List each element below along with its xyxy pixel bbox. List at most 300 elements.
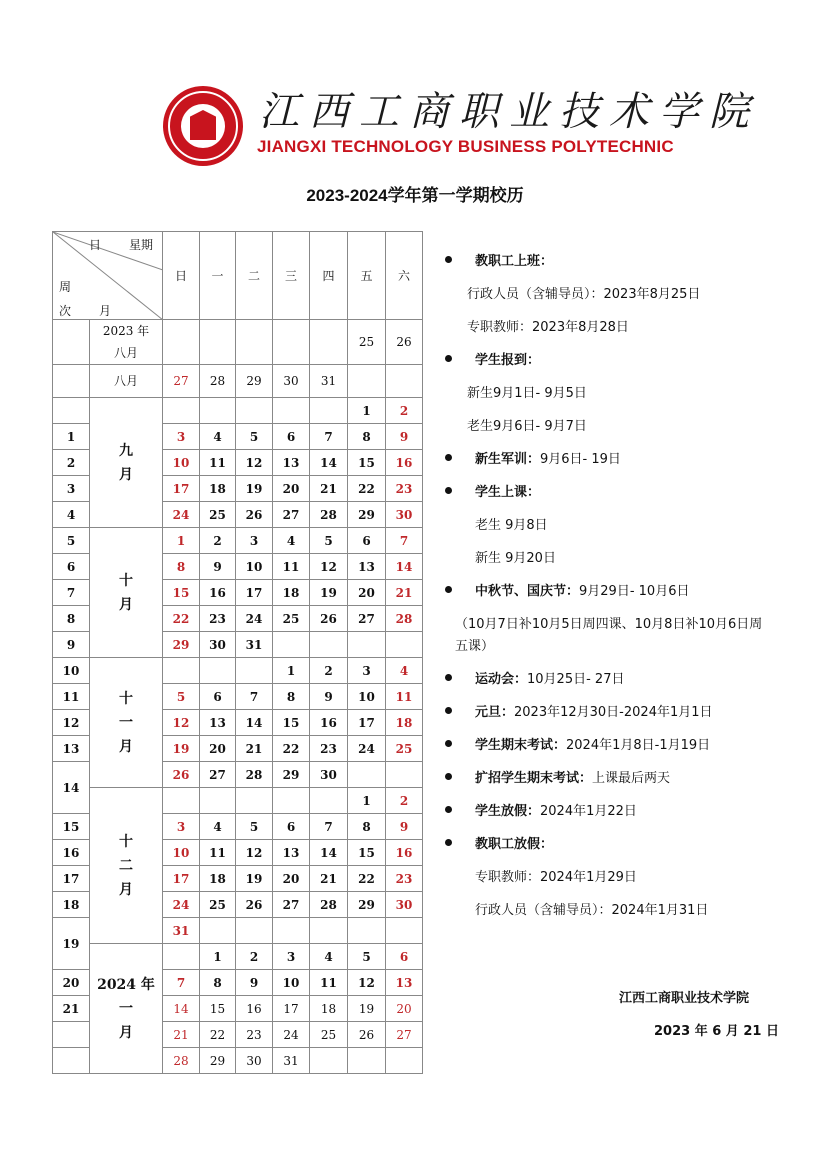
date-cell: 7 — [236, 684, 273, 710]
date-cell: 5 — [236, 424, 273, 450]
day-header-0: 日 — [163, 232, 200, 320]
signature-date: 2023 年 6 月 21 日 — [654, 1024, 779, 1039]
date-cell: 14 — [386, 554, 423, 580]
date-cell: 7 — [163, 970, 200, 996]
date-cell: 10 — [348, 684, 386, 710]
note-line — [445, 349, 540, 368]
corner-label-ri: 日 — [89, 238, 102, 252]
date-cell: 16 — [310, 710, 348, 736]
date-cell: 10 — [163, 840, 200, 866]
date-cell: 31 — [273, 1048, 310, 1074]
week-number: 21 — [53, 996, 90, 1022]
date-cell: 1 — [273, 658, 310, 684]
table-row — [53, 398, 423, 424]
note-text: 教职工放假： — [475, 837, 554, 852]
date-cell: 11 — [386, 684, 423, 710]
date-cell: 22 — [163, 606, 200, 632]
note-label: 元旦： — [475, 705, 515, 720]
date-cell: 18 — [310, 996, 348, 1022]
corner-label-xingqi: 星期 — [129, 238, 154, 252]
date-cell: 28 — [386, 606, 423, 632]
date-cell — [386, 1048, 423, 1074]
week-number: 4 — [53, 502, 90, 528]
date-cell: 8 — [348, 424, 386, 450]
week-number: 18 — [53, 892, 90, 918]
note-text — [475, 452, 621, 467]
month-label-oct: 十 月 — [90, 528, 163, 658]
date-cell: 27 — [273, 892, 310, 918]
date-cell: 15 — [273, 710, 310, 736]
date-cell — [273, 398, 310, 424]
date-cell: 27 — [348, 606, 386, 632]
date-cell: 26 — [348, 1022, 386, 1048]
date-cell: 23 — [386, 476, 423, 502]
month-label-sep: 九 月 — [90, 398, 163, 528]
date-cell: 18 — [273, 580, 310, 606]
note-label: 运动会： — [475, 672, 528, 687]
note-line: （10月7日补10月5日周四课、10月8日补10月6日周 — [455, 617, 763, 632]
corner-label-ci: 次 — [59, 304, 72, 318]
note-line: 老生9月6日- 9月7日 — [467, 419, 587, 434]
date-cell: 26 — [236, 502, 273, 528]
date-cell: 1 — [200, 944, 236, 970]
date-cell: 11 — [273, 554, 310, 580]
date-cell: 28 — [310, 892, 348, 918]
date-cell: 5 — [236, 814, 273, 840]
date-cell: 10 — [163, 450, 200, 476]
date-cell: 22 — [200, 1022, 236, 1048]
bullet-icon — [445, 839, 452, 846]
date-cell: 25 — [310, 1022, 348, 1048]
date-cell: 19 — [236, 866, 273, 892]
day-header-5: 五 — [348, 232, 386, 320]
note-label: 学生放假： — [475, 804, 541, 819]
date-cell — [236, 320, 273, 365]
month-label: 八月 — [90, 365, 163, 398]
month-label-dec: 十 二 月 — [90, 788, 163, 944]
date-cell: 19 — [163, 736, 200, 762]
corner-cell — [53, 232, 163, 320]
day-header-2: 二 — [236, 232, 273, 320]
date-cell: 5 — [348, 944, 386, 970]
date-cell: 31 — [310, 365, 348, 398]
date-cell: 25 — [273, 606, 310, 632]
date-cell: 6 — [348, 528, 386, 554]
date-cell — [386, 762, 423, 788]
date-cell: 21 — [163, 1022, 200, 1048]
note-line — [445, 448, 621, 467]
date-cell: 30 — [310, 762, 348, 788]
header — [163, 76, 759, 164]
date-cell — [236, 918, 273, 944]
note-line — [445, 701, 713, 720]
note-label: 新生军训： — [475, 452, 541, 467]
date-cell: 24 — [348, 736, 386, 762]
note-line: 五课） — [455, 639, 495, 654]
date-cell — [200, 788, 236, 814]
date-cell: 13 — [200, 710, 236, 736]
date-cell — [273, 320, 310, 365]
date-cell: 1 — [348, 398, 386, 424]
corner-label-zhou: 周 — [59, 280, 72, 294]
date-cell: 2 — [310, 658, 348, 684]
week-number: 20 — [53, 970, 90, 996]
date-cell: 4 — [273, 528, 310, 554]
date-cell: 12 — [236, 840, 273, 866]
week-number: 6 — [53, 554, 90, 580]
date-cell: 5 — [163, 684, 200, 710]
note-value: 2023年12月30日-2024年1月1日 — [514, 705, 713, 720]
date-cell — [348, 762, 386, 788]
date-cell — [348, 1048, 386, 1074]
date-cell: 18 — [200, 866, 236, 892]
bullet-icon — [445, 773, 452, 780]
calendar-table — [52, 231, 423, 1074]
date-cell — [348, 918, 386, 944]
date-cell — [310, 398, 348, 424]
week-number: 5 — [53, 528, 90, 554]
note-text — [475, 771, 670, 786]
note-line — [445, 481, 540, 500]
date-cell: 3 — [163, 814, 200, 840]
date-cell — [348, 365, 386, 398]
date-cell — [236, 658, 273, 684]
school-name-cn: 江西工商职业技术学院 — [259, 89, 759, 135]
note-text — [475, 584, 689, 599]
month-label-jan: 2024 年 一 月 — [90, 944, 163, 1074]
date-cell: 2 — [386, 398, 423, 424]
note-value: 2024年1月22日 — [540, 804, 637, 819]
date-cell: 9 — [386, 424, 423, 450]
note-line: 行政人员（含辅导员）：2023年8月25日 — [467, 287, 701, 302]
note-label: 学生期末考试： — [475, 738, 567, 753]
date-cell: 2 — [236, 944, 273, 970]
date-cell: 5 — [310, 528, 348, 554]
date-cell: 3 — [348, 658, 386, 684]
week-number: 19 — [53, 918, 90, 970]
week-number: 13 — [53, 736, 90, 762]
date-cell: 23 — [310, 736, 348, 762]
date-cell: 3 — [273, 944, 310, 970]
date-cell: 16 — [236, 996, 273, 1022]
date-cell: 28 — [163, 1048, 200, 1074]
note-label: 扩招学生期末考试： — [475, 771, 593, 786]
date-cell: 21 — [310, 866, 348, 892]
note-value: 10月25日- 27日 — [527, 672, 625, 687]
date-cell: 29 — [348, 502, 386, 528]
date-cell — [200, 398, 236, 424]
week-number: 10 — [53, 658, 90, 684]
bullet-icon — [445, 487, 452, 494]
date-cell: 17 — [163, 476, 200, 502]
date-cell: 26 — [236, 892, 273, 918]
date-cell — [386, 365, 423, 398]
bullet-icon — [445, 256, 452, 263]
date-cell: 13 — [348, 554, 386, 580]
note-line — [445, 833, 553, 852]
date-cell: 27 — [273, 502, 310, 528]
date-cell — [200, 918, 236, 944]
week-number: 16 — [53, 840, 90, 866]
date-cell — [273, 632, 310, 658]
week-number — [53, 320, 90, 365]
table-row — [53, 944, 423, 970]
week-number — [53, 365, 90, 398]
date-cell — [163, 788, 200, 814]
table-row — [53, 320, 423, 365]
note-line — [445, 250, 553, 269]
note-text — [475, 705, 713, 720]
date-cell — [163, 320, 200, 365]
week-number: 15 — [53, 814, 90, 840]
date-cell: 3 — [163, 424, 200, 450]
note-line — [445, 767, 670, 786]
day-header-3: 三 — [273, 232, 310, 320]
date-cell: 27 — [386, 1022, 423, 1048]
date-cell: 9 — [236, 970, 273, 996]
week-number: 11 — [53, 684, 90, 710]
note-text: 学生报到： — [475, 353, 541, 368]
week-number: 8 — [53, 606, 90, 632]
week-number: 17 — [53, 866, 90, 892]
date-cell: 18 — [386, 710, 423, 736]
note-label: 中秋节、国庆节： — [475, 584, 580, 599]
date-cell: 15 — [200, 996, 236, 1022]
date-cell: 20 — [348, 580, 386, 606]
date-cell: 7 — [310, 814, 348, 840]
date-cell — [236, 788, 273, 814]
date-cell: 27 — [200, 762, 236, 788]
date-cell: 24 — [163, 502, 200, 528]
date-cell: 2 — [386, 788, 423, 814]
week-number — [53, 398, 90, 424]
date-cell: 30 — [273, 365, 310, 398]
date-cell: 11 — [200, 450, 236, 476]
week-number: 2 — [53, 450, 90, 476]
date-cell: 19 — [236, 476, 273, 502]
date-cell — [310, 1048, 348, 1074]
date-cell: 21 — [236, 736, 273, 762]
month-label: 2023 年 八月 — [90, 320, 163, 365]
date-cell: 9 — [200, 554, 236, 580]
school-seal-logo — [163, 86, 243, 166]
date-cell — [348, 632, 386, 658]
page-title: 2023-2024学年第一学期校历 — [306, 186, 524, 205]
date-cell: 25 — [200, 502, 236, 528]
date-cell — [310, 632, 348, 658]
date-cell: 17 — [273, 996, 310, 1022]
date-cell: 6 — [273, 424, 310, 450]
date-cell: 4 — [386, 658, 423, 684]
bullet-icon — [445, 586, 452, 593]
date-cell: 8 — [163, 554, 200, 580]
note-line: 专职教师：2023年8月28日 — [467, 320, 629, 335]
date-cell — [310, 918, 348, 944]
note-text — [475, 804, 637, 819]
school-name-en: JIANGXI TECHNOLOGY BUSINESS POLYTECHNIC — [257, 137, 674, 156]
day-header-1: 一 — [200, 232, 236, 320]
date-cell: 13 — [273, 450, 310, 476]
date-cell: 12 — [163, 710, 200, 736]
date-cell: 16 — [386, 840, 423, 866]
note-value: 2024年1月8日-1月19日 — [566, 738, 711, 753]
date-cell: 29 — [273, 762, 310, 788]
date-cell: 29 — [348, 892, 386, 918]
date-cell: 21 — [310, 476, 348, 502]
note-text: 学生上课： — [475, 485, 541, 500]
date-cell — [386, 632, 423, 658]
date-cell: 21 — [386, 580, 423, 606]
date-cell: 11 — [310, 970, 348, 996]
date-cell: 27 — [163, 365, 200, 398]
date-cell: 17 — [348, 710, 386, 736]
date-cell — [163, 944, 200, 970]
date-cell: 13 — [386, 970, 423, 996]
note-line: 新生9月1日- 9月5日 — [467, 386, 587, 401]
bullet-icon — [445, 674, 452, 681]
week-number: 1 — [53, 424, 90, 450]
date-cell: 30 — [386, 502, 423, 528]
date-cell: 9 — [310, 684, 348, 710]
note-value: 上课最后两天 — [592, 771, 671, 786]
bullet-icon — [445, 740, 452, 747]
date-cell: 29 — [236, 365, 273, 398]
table-row — [53, 365, 423, 398]
date-cell: 30 — [386, 892, 423, 918]
date-cell: 13 — [273, 840, 310, 866]
month-label-nov: 十 一 月 — [90, 658, 163, 788]
date-cell: 17 — [236, 580, 273, 606]
date-cell: 12 — [310, 554, 348, 580]
day-header-6: 六 — [386, 232, 423, 320]
date-cell: 7 — [310, 424, 348, 450]
date-cell — [386, 918, 423, 944]
date-cell: 7 — [386, 528, 423, 554]
date-cell — [200, 658, 236, 684]
note-line — [445, 734, 710, 753]
date-cell: 15 — [163, 580, 200, 606]
date-cell: 20 — [200, 736, 236, 762]
date-cell: 16 — [386, 450, 423, 476]
date-cell: 25 — [200, 892, 236, 918]
date-cell: 16 — [200, 580, 236, 606]
table-row — [53, 788, 423, 814]
date-cell: 22 — [273, 736, 310, 762]
note-line: 老生 9月8日 — [475, 518, 548, 533]
date-cell — [200, 320, 236, 365]
date-cell: 19 — [348, 996, 386, 1022]
bullet-icon — [445, 454, 452, 461]
date-cell: 22 — [348, 476, 386, 502]
date-cell: 20 — [386, 996, 423, 1022]
date-cell: 14 — [310, 840, 348, 866]
date-cell: 22 — [348, 866, 386, 892]
bullet-icon — [445, 355, 452, 362]
date-cell: 28 — [236, 762, 273, 788]
date-cell: 20 — [273, 866, 310, 892]
note-line: 专职教师：2024年1月29日 — [475, 870, 637, 885]
date-cell: 11 — [200, 840, 236, 866]
date-cell: 19 — [310, 580, 348, 606]
date-cell: 30 — [200, 632, 236, 658]
signature-org: 江西工商职业技术学院 — [619, 991, 750, 1006]
date-cell: 24 — [163, 892, 200, 918]
date-cell: 10 — [273, 970, 310, 996]
note-text — [475, 672, 624, 687]
date-cell — [273, 918, 310, 944]
week-number: 9 — [53, 632, 90, 658]
date-cell: 12 — [348, 970, 386, 996]
date-cell: 29 — [200, 1048, 236, 1074]
date-cell: 12 — [236, 450, 273, 476]
note-text — [475, 738, 710, 753]
date-cell: 28 — [200, 365, 236, 398]
date-cell: 2 — [200, 528, 236, 554]
note-text: 教职工上班： — [475, 254, 554, 269]
note-value: 9月6日- 19日 — [540, 452, 621, 467]
note-line: 新生 9月20日 — [475, 551, 556, 566]
table-row — [53, 528, 423, 554]
week-number: 12 — [53, 710, 90, 736]
date-cell: 14 — [163, 996, 200, 1022]
week-number — [53, 1022, 90, 1048]
date-cell: 3 — [236, 528, 273, 554]
date-cell — [310, 320, 348, 365]
date-cell: 17 — [163, 866, 200, 892]
date-cell: 23 — [236, 1022, 273, 1048]
date-cell: 8 — [348, 814, 386, 840]
note-line: 行政人员（含辅导员）：2024年1月31日 — [475, 903, 709, 918]
date-cell: 6 — [200, 684, 236, 710]
date-cell: 15 — [348, 450, 386, 476]
date-cell — [163, 398, 200, 424]
week-number — [53, 1048, 90, 1074]
header-row — [53, 232, 423, 320]
date-cell: 15 — [348, 840, 386, 866]
date-cell: 26 — [310, 606, 348, 632]
table-row — [53, 658, 423, 684]
week-number: 14 — [53, 762, 90, 814]
date-cell: 9 — [386, 814, 423, 840]
date-cell: 14 — [310, 450, 348, 476]
note-line — [445, 668, 624, 687]
corner-label-yue: 月 — [99, 304, 112, 318]
date-cell: 23 — [200, 606, 236, 632]
date-cell: 30 — [236, 1048, 273, 1074]
date-cell: 31 — [163, 918, 200, 944]
date-cell: 6 — [386, 944, 423, 970]
day-header-4: 四 — [310, 232, 348, 320]
date-cell: 24 — [236, 606, 273, 632]
date-cell: 20 — [273, 476, 310, 502]
date-cell: 28 — [310, 502, 348, 528]
date-cell: 26 — [163, 762, 200, 788]
date-cell: 8 — [273, 684, 310, 710]
date-cell: 18 — [200, 476, 236, 502]
date-cell: 4 — [200, 814, 236, 840]
date-cell: 31 — [236, 632, 273, 658]
date-cell: 6 — [273, 814, 310, 840]
date-cell: 14 — [236, 710, 273, 736]
date-cell: 10 — [236, 554, 273, 580]
date-cell — [163, 658, 200, 684]
bullet-icon — [445, 707, 452, 714]
note-line — [445, 800, 637, 819]
date-cell: 8 — [200, 970, 236, 996]
bullet-icon — [445, 806, 452, 813]
date-cell — [236, 398, 273, 424]
note-line — [445, 580, 689, 599]
